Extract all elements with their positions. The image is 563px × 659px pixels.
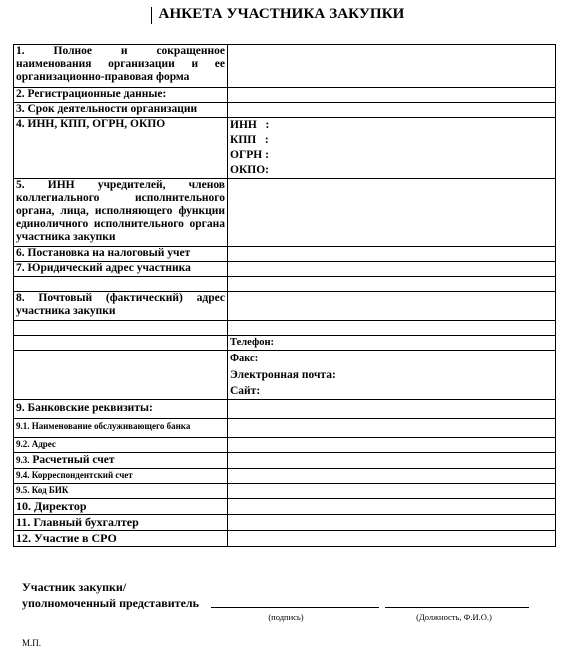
row-label-bank-address: 9.2. Адрес bbox=[14, 438, 228, 453]
table-row bbox=[14, 336, 556, 351]
table-row bbox=[14, 262, 556, 277]
ogrn-label: ОГРН : bbox=[230, 149, 269, 161]
value-cell-inn-kpp[interactable] bbox=[228, 118, 556, 179]
value-cell-corr-account[interactable] bbox=[228, 469, 556, 484]
table-row bbox=[14, 484, 556, 499]
table-row bbox=[14, 419, 556, 438]
fax-label: Факс: bbox=[230, 353, 259, 364]
row-label-founders-inn: 5. ИНН учредителей, членов коллегиального исполнительного органа, лица, исполняющего функции единоличного исполнительного органа участника закупки bbox=[14, 179, 228, 247]
table-row bbox=[14, 515, 556, 531]
value-cell-contacts[interactable] bbox=[228, 351, 556, 400]
empty-cell bbox=[14, 321, 228, 336]
name-position-line[interactable] bbox=[385, 607, 529, 608]
signature-label bbox=[22, 579, 199, 611]
row-label-tax-registration: 6. Постановка на налоговый учет bbox=[14, 247, 228, 262]
empty-cell[interactable] bbox=[228, 277, 556, 292]
value-cell-bik[interactable] bbox=[228, 484, 556, 499]
empty-cell bbox=[14, 277, 228, 292]
row-label-registration: 2. Регистрационные данные: bbox=[14, 88, 228, 103]
value-cell-full-name[interactable] bbox=[228, 45, 556, 88]
row-label-director: 10. Директор bbox=[14, 499, 228, 515]
table-row bbox=[14, 438, 556, 453]
row-label-corr-account: 9.4. Корреспондентский счет bbox=[14, 469, 228, 484]
signature-line[interactable] bbox=[211, 607, 379, 608]
table-row bbox=[14, 247, 556, 262]
table-row bbox=[14, 103, 556, 118]
value-cell-bank-address[interactable] bbox=[228, 438, 556, 453]
table-row bbox=[14, 351, 556, 400]
row-label-account bbox=[14, 453, 228, 469]
value-cell-tax-registration[interactable] bbox=[228, 247, 556, 262]
value-cell-sro[interactable] bbox=[228, 531, 556, 547]
row-label-activity-term: 3. Срок деятельности организации bbox=[14, 103, 228, 118]
table-row bbox=[14, 277, 556, 292]
table-row bbox=[14, 118, 556, 179]
value-cell-legal-address[interactable] bbox=[228, 262, 556, 277]
email-label: Электронная почта: bbox=[230, 369, 336, 381]
table-row bbox=[14, 292, 556, 321]
value-cell-postal-address[interactable] bbox=[228, 292, 556, 321]
table-row bbox=[14, 179, 556, 247]
table-row bbox=[14, 469, 556, 484]
phone-label: Телефон: bbox=[230, 337, 275, 348]
questionnaire-table bbox=[13, 44, 556, 547]
name-position-caption: (Должность, Ф.И.О.) bbox=[416, 612, 492, 622]
signature-label-line2: уполномоченный представитель bbox=[22, 596, 199, 610]
okpo-label: ОКПО: bbox=[230, 164, 270, 176]
table-row bbox=[14, 531, 556, 547]
table-row bbox=[14, 400, 556, 419]
account-label: Расчетный счет bbox=[32, 454, 115, 466]
inn-label: ИНН : bbox=[230, 119, 270, 131]
empty-cell bbox=[14, 351, 228, 400]
row-label-inn-kpp: 4. ИНН, КПП, ОГРН, ОКПО bbox=[14, 118, 228, 179]
empty-cell bbox=[14, 336, 228, 351]
row-label-postal-address: 8. Почтовый (фактический) адрес участника закупки bbox=[14, 292, 228, 321]
row-label-bank-details: 9. Банковские реквизиты: bbox=[14, 400, 228, 419]
stamp-place-label: М.П. bbox=[22, 638, 42, 648]
value-cell-chief-accountant[interactable] bbox=[228, 515, 556, 531]
table-row bbox=[14, 45, 556, 88]
signature-label-line1: Участник закупки/ bbox=[22, 580, 127, 594]
value-cell-phone[interactable] bbox=[228, 336, 556, 351]
table-row bbox=[14, 88, 556, 103]
value-cell-account[interactable] bbox=[228, 453, 556, 469]
row-label-legal-address: 7. Юридический адрес участника bbox=[14, 262, 228, 277]
value-cell-registration[interactable] bbox=[228, 88, 556, 103]
table-row bbox=[14, 453, 556, 469]
signature-caption: (подпись) bbox=[268, 612, 304, 622]
site-label: Сайт: bbox=[230, 385, 261, 397]
value-cell-bank-details[interactable] bbox=[228, 400, 556, 419]
row-label-bank-name: 9.1. Наименование обслуживающего банка bbox=[14, 419, 228, 438]
page-title: АНКЕТА УЧАСТНИКА ЗАКУПКИ bbox=[158, 6, 405, 22]
row-label-sro: 12. Участие в СРО bbox=[14, 531, 228, 547]
kpp-label: КПП : bbox=[230, 134, 269, 146]
value-cell-bank-name[interactable] bbox=[228, 419, 556, 438]
table-row bbox=[14, 321, 556, 336]
value-cell-director[interactable] bbox=[228, 499, 556, 515]
row-label-chief-accountant: 11. Главный бухгалтер bbox=[14, 515, 228, 531]
row-label-bik: 9.5. Код БИК bbox=[14, 484, 228, 499]
text-cursor bbox=[151, 7, 152, 24]
value-cell-founders-inn[interactable] bbox=[228, 179, 556, 247]
value-cell-activity-term[interactable] bbox=[228, 103, 556, 118]
table-row bbox=[14, 499, 556, 515]
empty-cell[interactable] bbox=[228, 321, 556, 336]
account-prefix: 9.3. bbox=[16, 455, 30, 465]
row-label-full-name: 1. Полное и сокращенное наименования организации и ее организационно-правовая форма bbox=[14, 45, 228, 88]
